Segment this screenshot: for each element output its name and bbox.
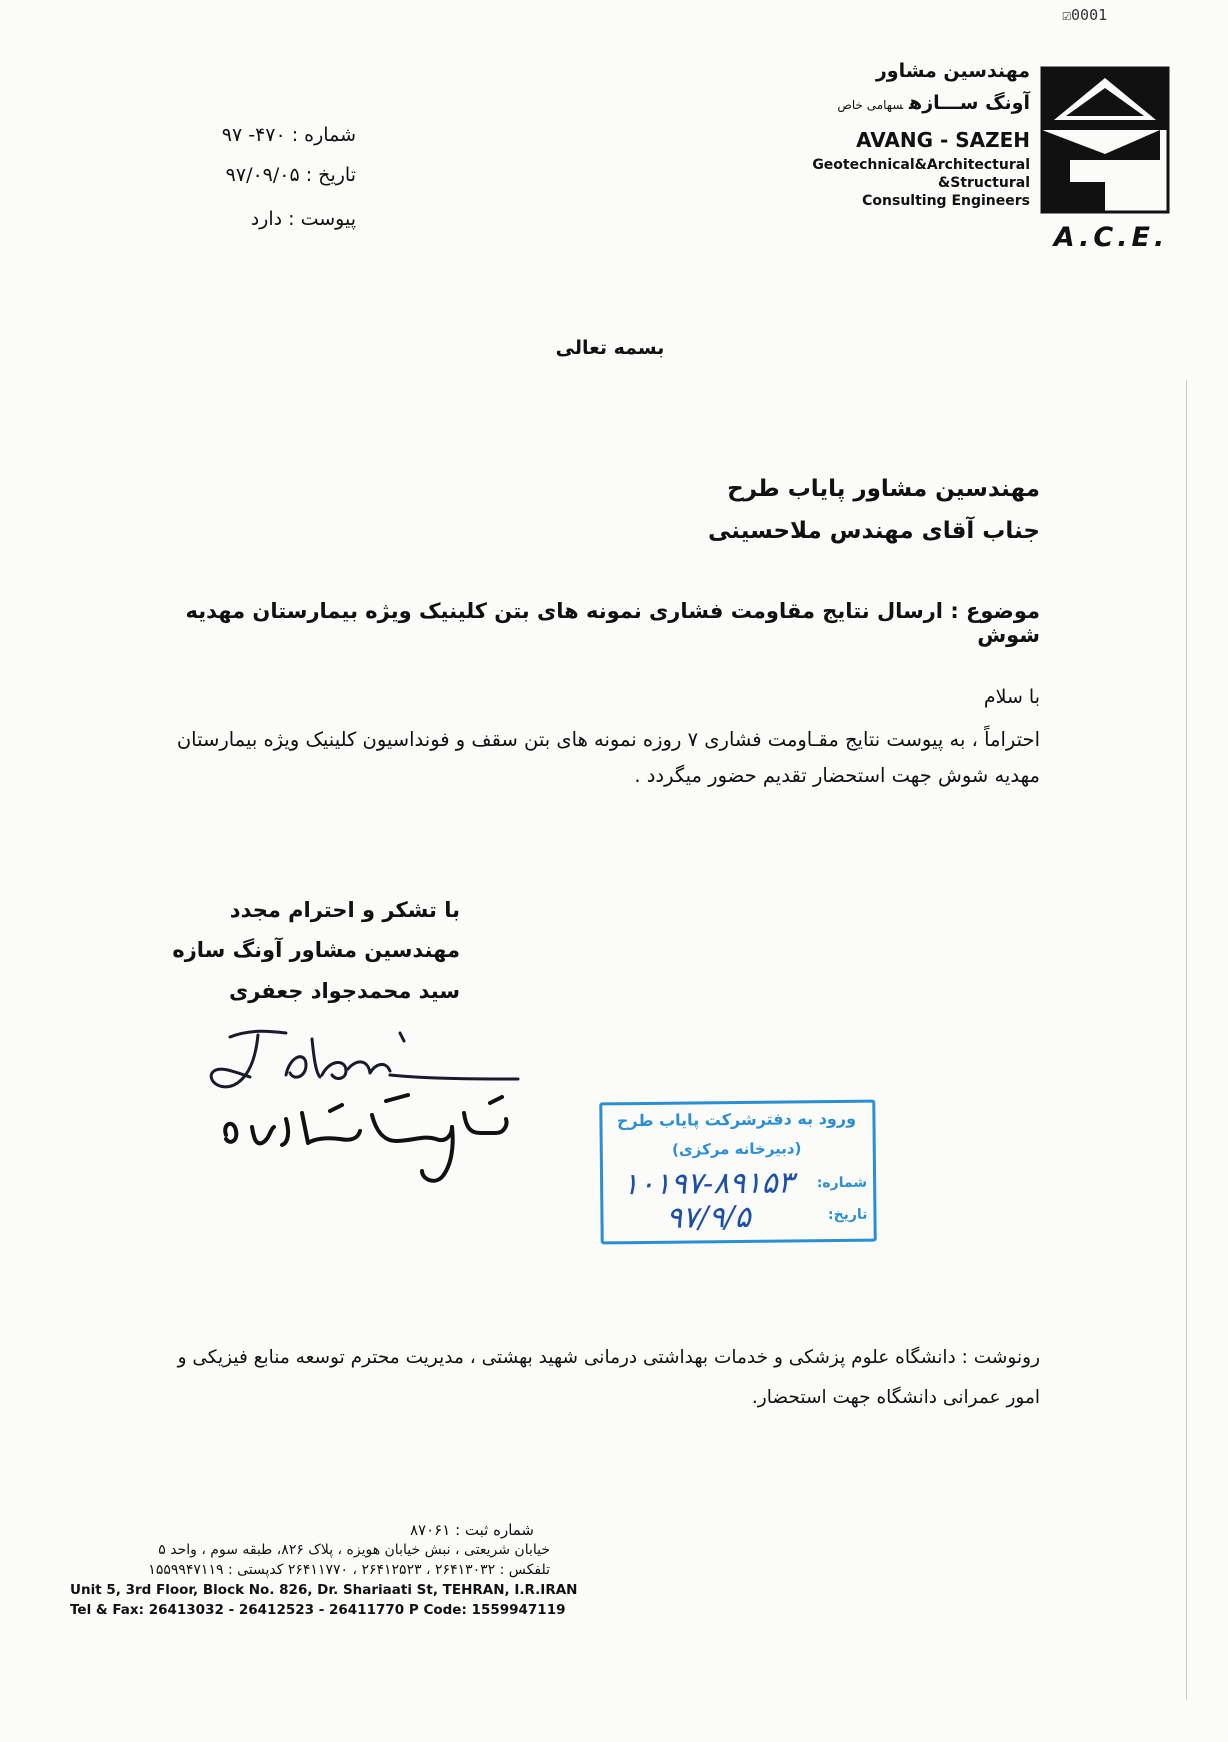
closing-line: با تشکر و احترام مجدد [229, 898, 460, 922]
body-paragraph: احتراماً ، به پیوست نتایج مقـاومت فشاری ۷ روزه نمونه های بتن سقف و فونداسیون کلینیک ویژه بیمارستان مهدیه شوش جهت استحضار تقدیم حضور میگردد . [176, 728, 1040, 787]
reference-attachment: پیوست : دارد [250, 208, 356, 230]
footer-address-fa: خیابان شریعتی ، نبش خیابان هویزه ، پلاک ۸۲۶، طبقه سوم ، واحد ۵ [158, 1542, 550, 1558]
stamp-subtitle: (دبیرخانه مرکزی) [672, 1139, 802, 1159]
letterhead-persian-line2 [700, 92, 1030, 114]
greeting: با سلام [983, 686, 1040, 708]
recipient-person: جناب آقای مهندس ملاحسینی [708, 518, 1040, 544]
page-id [1062, 6, 1107, 24]
letterhead-company-type: سهامی خاص [837, 98, 904, 112]
stamp-date-label: تاریخ: [827, 1206, 868, 1224]
letterhead-persian-line1: مهندسین مشاور [875, 60, 1030, 82]
reference-date: تاریخ : ۹۷/۰۹/۰۵ [225, 164, 356, 186]
letterhead-english-description [760, 156, 1030, 210]
reference-number: شماره : ۴۷۰- ۹۷ [221, 124, 356, 146]
letterhead-abbreviation: A.C.E. [1053, 222, 1169, 253]
bismillah-heading: بسمه تعالی [555, 337, 665, 359]
scan-edge-line [1186, 380, 1187, 1700]
recipient-company: مهندسین مشاور پایاب طرح [727, 476, 1040, 502]
footer-address-en: Unit 5, 3rd Floor, Block No. 826, Dr. Shariaati St, TEHRAN, I.R.IRAN [70, 1582, 578, 1598]
letterhead-company-name-fa: آونگ ســـازه [909, 92, 1030, 114]
footer-registration: شماره ثبت : ۸۷۰۶۱ [410, 1521, 534, 1539]
signature-icon [190, 1015, 530, 1195]
letter-subject: موضوع : ارسال نتایج مقاومت فشاری نمونه های بتن کلینیک ویژه بیمارستان مهدیه شوش [185, 599, 1040, 647]
letterhead-desc-line3: Consulting Engineers [862, 193, 1030, 209]
closing-company: مهندسین مشاور آونگ سازه [172, 938, 460, 962]
stamp-title: ورود به دفترشرکت پایاب طرح [616, 1108, 857, 1131]
closing-signatory: سید محمدجواد جعفری [228, 979, 460, 1003]
letterhead-footer [70, 1520, 578, 1620]
letterhead-english-name: AVANG - SAZEH [856, 128, 1030, 152]
footer-phones-en: Tel & Fax: 26413032 - 26412523 - 26411770 P Code: 1559947119 [70, 1602, 566, 1618]
ace-logo-icon [1040, 66, 1170, 214]
letterhead-desc-line2: &Structural [938, 175, 1030, 191]
carbon-copy-note: رونوشت : دانشگاه علوم پزشکی و خدمات بهداشتی درمانی شهید بهشتی ، مدیریت محترم توسعه منابع فیزیکی و امور عمرانی دانشگاه جهت استحضار. [177, 1347, 1040, 1408]
stamp-date-value: ۹۷/۹/۵ [665, 1199, 751, 1236]
stamp-number-label: شماره: [816, 1174, 868, 1192]
reception-stamp [599, 1100, 876, 1245]
footer-phones-fa: تلفکس : ۲۶۴۱۳۰۳۲ ، ۲۶۴۱۲۵۲۳ ، ۲۶۴۱۱۷۷۰ کدپستی : ۱۵۵۹۹۴۷۱۱۹ [148, 1562, 550, 1578]
stamp-number-value: ۱۰۱۹۷-۸۹۱۵۳ [622, 1165, 794, 1203]
letterhead-desc-line1: Geotechnical&Architectural [812, 157, 1030, 173]
checkbox-icon: ☑ [1062, 6, 1072, 24]
page-id-text: 0001 [1071, 6, 1108, 24]
